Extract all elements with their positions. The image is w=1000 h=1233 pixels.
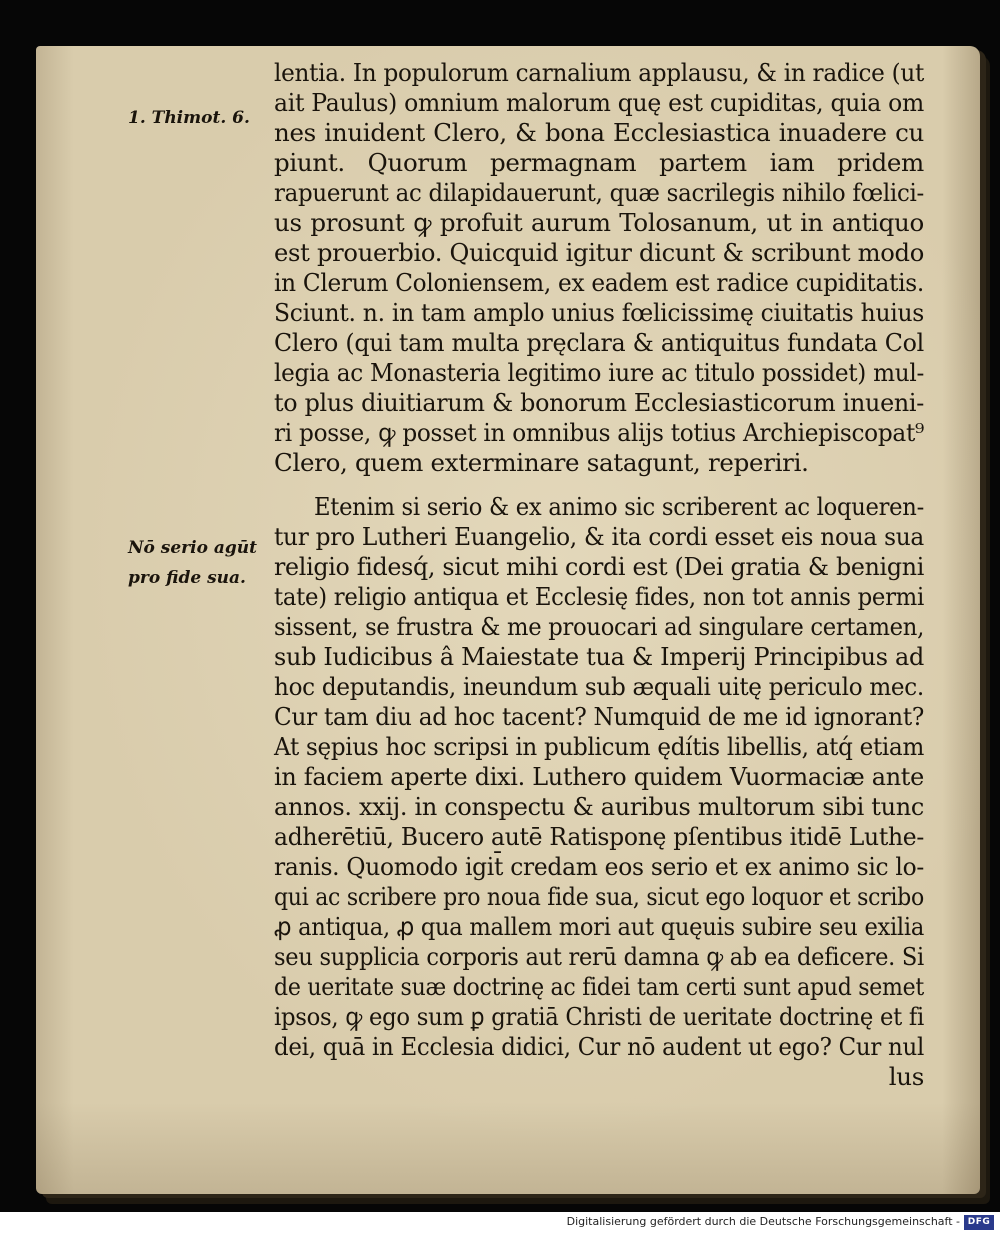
- text-line: tur pro Lutheri Euangelio, & ita cordi esset eis noua sua: [274, 522, 924, 551]
- margin-note-serio: Nō serio agūt: [128, 538, 257, 558]
- text-line: Clero, quem exterminare satagunt, reperiri.: [274, 448, 809, 477]
- text-line: hoc deputandis, ineundum sub æquali uitę periculo mec.: [274, 672, 924, 701]
- text-line: est prouerbio. Quicquid igitur dicunt & scribunt modo: [274, 238, 925, 267]
- text-line: us prosunt ꝙ profuit aurum Tolosanum, ut in antiquo: [274, 208, 924, 237]
- catchword: lus: [888, 1062, 924, 1091]
- text-line: At sępius hoc scripsi in publicum ędítis libellis, atq́ etiam: [274, 732, 925, 761]
- text-line: in Clerum Coloniensem, ex eadem est radice cupiditatis.: [274, 268, 924, 297]
- text-line: annos. xxij. in conspectu & auribus multorum sibi tunc: [274, 792, 924, 821]
- text-line: ri posse, ꝙ posset in omnibus alijs totius Archiepiscopat⁹: [274, 418, 924, 447]
- text-line: rapuerunt ac dilapidauerunt, quæ sacrilegis nihilo fœlici-: [274, 178, 924, 207]
- text-line: de ueritate suæ doctrinę ac fidei tam certi sunt apud semet: [274, 972, 925, 1001]
- margin-note-timothy: 1. Thimot. 6.: [128, 108, 250, 128]
- text-line: seu supplicia corporis aut rerū damna ꝙ ab ea deficere. Si: [274, 942, 924, 971]
- text-line: Etenim si serio & ex animo sic scriberent ac loqueren-: [314, 492, 924, 521]
- text-line: Sciunt. n. in tam amplo unius fœlicissimę ciuitatis huius: [274, 298, 924, 327]
- text-line: Clero (qui tam multa pręclara & antiquitus fundata Col: [274, 328, 924, 357]
- margin-note-fide: pro fide sua.: [128, 568, 246, 588]
- text-line: to plus diuitiarum & bonorum Ecclesiasticorum inueni-: [274, 388, 924, 417]
- text-line: Cur tam diu ad hoc tacent? Numquid de me id ignorant?: [274, 702, 924, 731]
- text-line: ait Paulus) omnium malorum quę est cupiditas, quia om: [274, 88, 925, 117]
- text-line: ꝓ antiqua, ꝓ qua mallem mori aut quęuis subire seu exilia: [274, 912, 925, 941]
- footer-bar: [0, 1212, 1000, 1233]
- text-line: qui ac scribere pro noua fide sua, sicut ego loquor et scribo: [274, 882, 924, 911]
- dfg-logo-icon: DFG: [964, 1215, 994, 1230]
- text-line: dei, quā in Ecclesia didici, Cur nō audent ut ego? Cur nul: [274, 1032, 924, 1061]
- text-line: adherētiū, Bucero autē Ratisponę pſentibus itidē Luthe-: [274, 822, 925, 851]
- text-line: ranis. Quomodo igit̄ credam eos serio et ex animo sic lo-: [274, 852, 924, 881]
- text-line: legia ac Monasteria legitimo iure ac titulo possidet) mul-: [274, 358, 924, 387]
- text-line: piunt. Quorum permagnam partem iam pridem: [274, 148, 924, 177]
- footer-credit: Digitalisierung gefördert durch die Deutsche Forschungsgemeinschaft -: [566, 1215, 960, 1228]
- text-line: in faciem aperte dixi. Luthero quidem Vuormaciæ ante: [274, 762, 924, 791]
- text-line: sissent, se frustra & me prouocari ad singulare certamen,: [274, 612, 925, 641]
- text-line: nes inuident Clero, & bona Ecclesiastica inuadere cu: [274, 118, 924, 147]
- text-line: religio fidesq́, sicut mihi cordi est (Dei gratia & benigni: [274, 552, 925, 581]
- text-line: tate) religio antiqua et Ecclesię fides, non tot annis permi: [274, 582, 925, 611]
- text-line: sub Iudicibus â Maiestate tua & Imperij Principibus ad: [274, 642, 925, 671]
- text-line: lentia. In populorum carnalium applausu, & in radice (ut: [274, 58, 924, 87]
- text-line: ipsos, ꝙ ego sum ꝑ gratiā Christi de ueritate doctrinę et fi: [274, 1002, 925, 1031]
